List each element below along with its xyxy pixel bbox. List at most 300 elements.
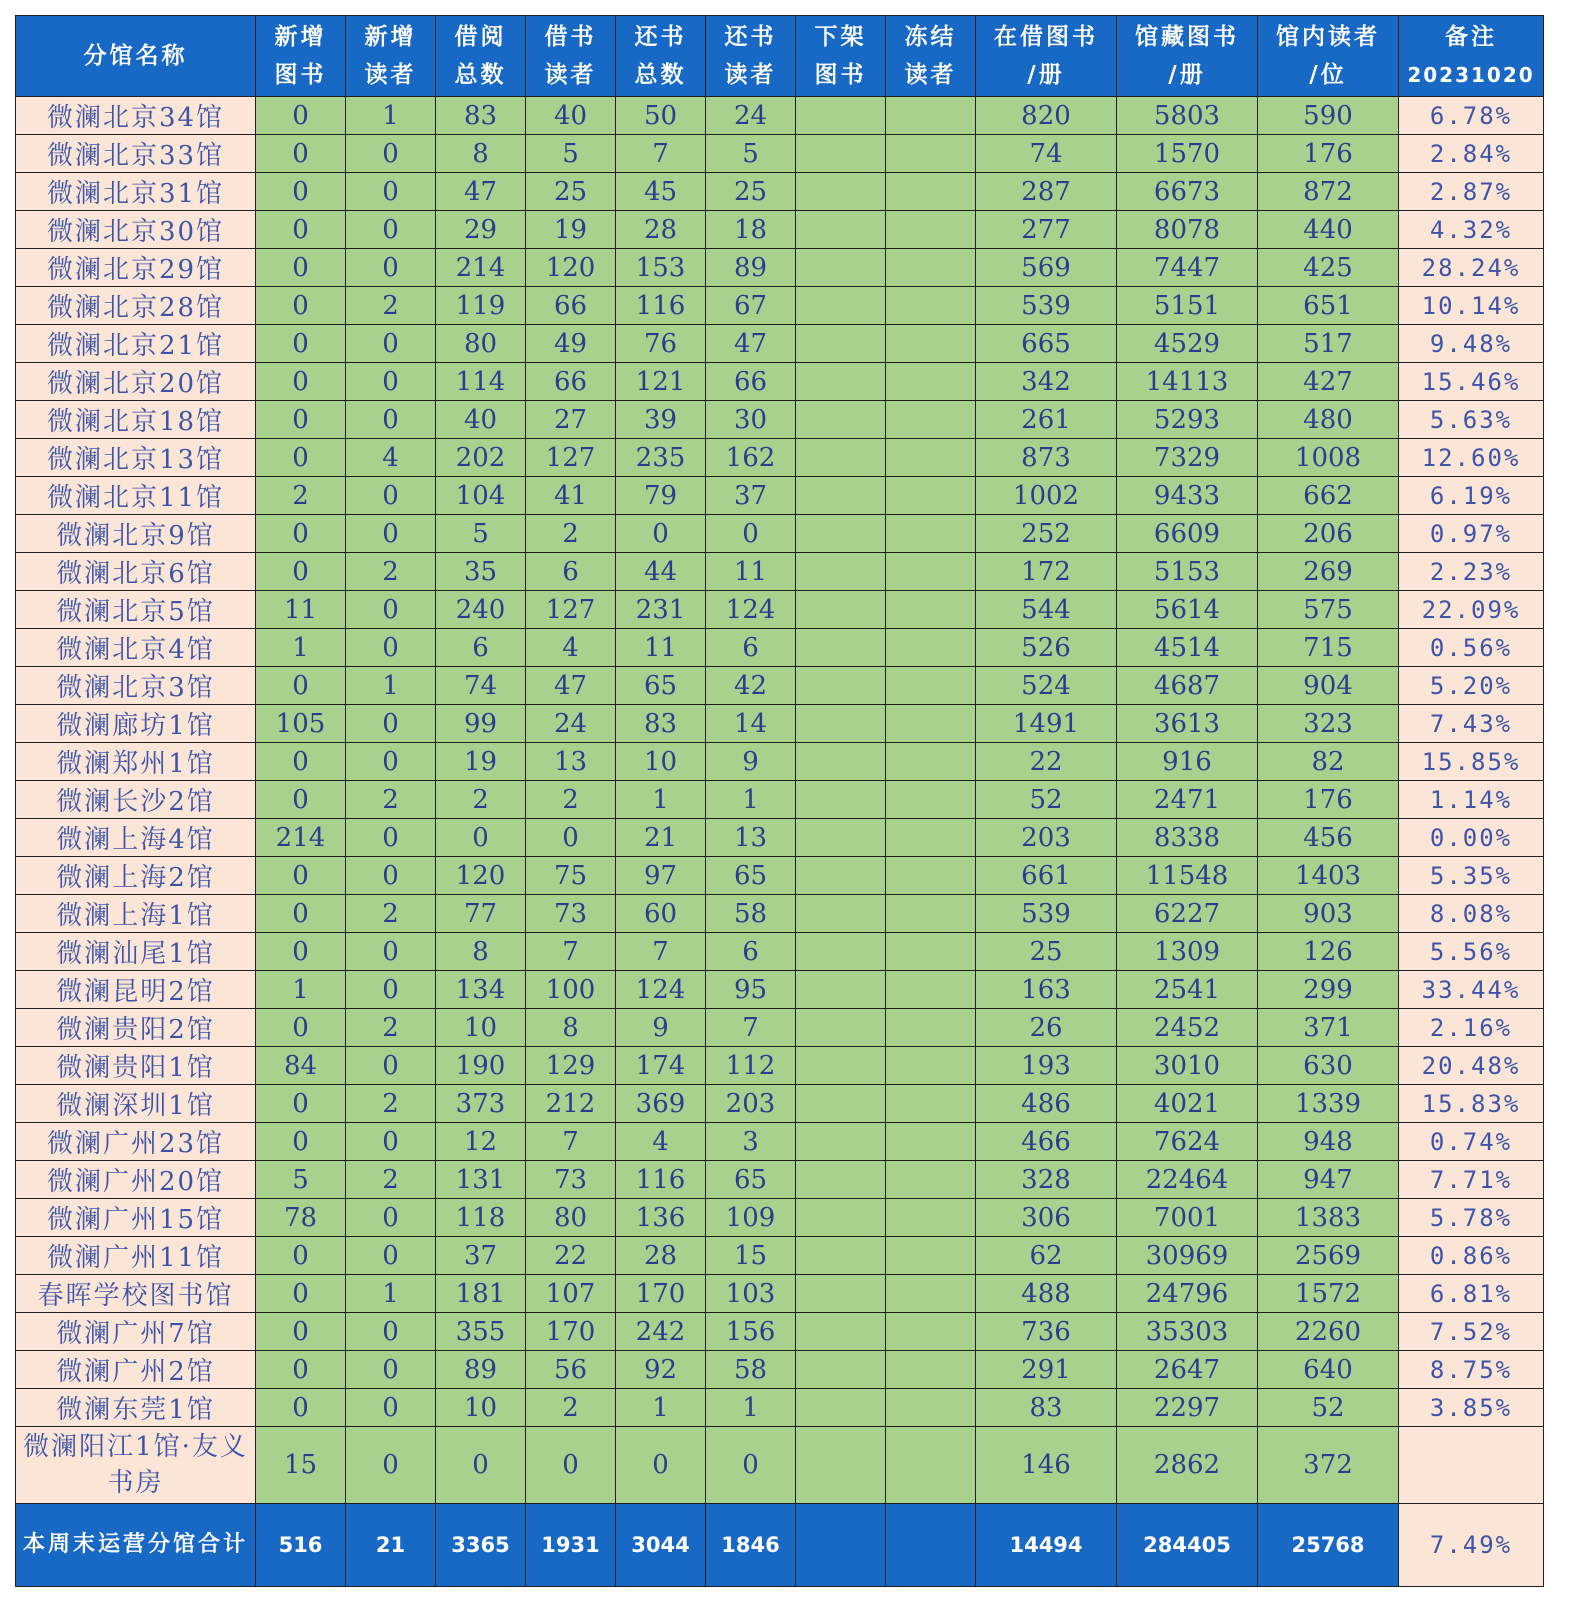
borrow-readers-cell: 4 <box>526 629 616 667</box>
note-cell: 15.46% <box>1399 363 1544 401</box>
collection-cell: 22464 <box>1117 1161 1258 1199</box>
borrow-total-cell: 0 <box>436 1427 526 1504</box>
note-cell: 2.84% <box>1399 135 1544 173</box>
column-header <box>436 16 526 97</box>
table-row <box>16 135 1544 173</box>
total-new-books: 516 <box>256 1504 346 1587</box>
readers-cell: 1383 <box>1258 1199 1399 1237</box>
frozen-readers-cell <box>886 1009 976 1047</box>
note-cell: 15.85% <box>1399 743 1544 781</box>
collection-cell: 14113 <box>1117 363 1258 401</box>
return-readers-cell: 25 <box>706 173 796 211</box>
removed-books-cell <box>796 857 886 895</box>
readers-cell: 630 <box>1258 1047 1399 1085</box>
borrow-total-cell: 12 <box>436 1123 526 1161</box>
collection-cell: 4021 <box>1117 1085 1258 1123</box>
new-readers-cell: 2 <box>346 1009 436 1047</box>
return-readers-cell: 6 <box>706 629 796 667</box>
borrow-total-cell: 19 <box>436 743 526 781</box>
return-readers-cell: 1 <box>706 1389 796 1427</box>
new-readers-cell: 2 <box>346 287 436 325</box>
borrow-readers-cell: 7 <box>526 1123 616 1161</box>
removed-books-cell <box>796 211 886 249</box>
frozen-readers-cell <box>886 819 976 857</box>
column-header-line2: /册 <box>1168 62 1206 88</box>
borrow-total-cell: 10 <box>436 1009 526 1047</box>
branch-name: 微澜北京3馆 <box>16 667 256 705</box>
note-cell: 33.44% <box>1399 971 1544 1009</box>
new-books-cell: 1 <box>256 629 346 667</box>
borrow-total-cell: 83 <box>436 97 526 135</box>
return-total-cell: 65 <box>616 667 706 705</box>
note-cell: 6.78% <box>1399 97 1544 135</box>
table-row <box>16 1199 1544 1237</box>
borrow-readers-cell: 66 <box>526 363 616 401</box>
note-cell: 5.20% <box>1399 667 1544 705</box>
on-loan-cell: 328 <box>976 1161 1117 1199</box>
on-loan-cell: 52 <box>976 781 1117 819</box>
note-cell: 12.60% <box>1399 439 1544 477</box>
collection-cell: 2647 <box>1117 1351 1258 1389</box>
readers-cell: 425 <box>1258 249 1399 287</box>
branch-name: 微澜北京6馆 <box>16 553 256 591</box>
readers-cell: 427 <box>1258 363 1399 401</box>
removed-books-cell <box>796 629 886 667</box>
borrow-total-cell: 373 <box>436 1085 526 1123</box>
frozen-readers-cell <box>886 553 976 591</box>
branch-name: 微澜北京18馆 <box>16 401 256 439</box>
readers-cell: 480 <box>1258 401 1399 439</box>
table-row <box>16 1313 1544 1351</box>
removed-books-cell <box>796 325 886 363</box>
table-row <box>16 1123 1544 1161</box>
return-total-cell: 174 <box>616 1047 706 1085</box>
readers-cell: 126 <box>1258 933 1399 971</box>
return-total-cell: 124 <box>616 971 706 1009</box>
new-readers-cell: 2 <box>346 1161 436 1199</box>
total-return-total: 3044 <box>616 1504 706 1587</box>
return-total-cell: 28 <box>616 211 706 249</box>
on-loan-cell: 873 <box>976 439 1117 477</box>
collection-cell: 3010 <box>1117 1047 1258 1085</box>
borrow-readers-cell: 41 <box>526 477 616 515</box>
return-readers-cell: 11 <box>706 553 796 591</box>
readers-cell: 662 <box>1258 477 1399 515</box>
borrow-total-cell: 47 <box>436 173 526 211</box>
borrow-total-cell: 120 <box>436 857 526 895</box>
header-row <box>16 16 1544 97</box>
on-loan-cell: 342 <box>976 363 1117 401</box>
readers-cell: 82 <box>1258 743 1399 781</box>
new-books-cell: 2 <box>256 477 346 515</box>
return-readers-cell: 47 <box>706 325 796 363</box>
new-readers-cell: 0 <box>346 1351 436 1389</box>
return-readers-cell: 156 <box>706 1313 796 1351</box>
collection-cell: 2452 <box>1117 1009 1258 1047</box>
branch-name: 微澜上海2馆 <box>16 857 256 895</box>
new-readers-cell: 0 <box>346 249 436 287</box>
readers-cell: 575 <box>1258 591 1399 629</box>
column-header-line2: 总数 <box>454 62 507 88</box>
borrow-readers-cell: 0 <box>526 1427 616 1504</box>
new-readers-cell: 2 <box>346 781 436 819</box>
borrow-total-cell: 8 <box>436 933 526 971</box>
branch-name: 微澜上海1馆 <box>16 895 256 933</box>
collection-cell: 30969 <box>1117 1237 1258 1275</box>
note-cell: 6.19% <box>1399 477 1544 515</box>
on-loan-cell: 306 <box>976 1199 1117 1237</box>
return-readers-cell: 112 <box>706 1047 796 1085</box>
new-readers-cell: 1 <box>346 667 436 705</box>
collection-cell: 7624 <box>1117 1123 1258 1161</box>
readers-cell: 456 <box>1258 819 1399 857</box>
frozen-readers-cell <box>886 857 976 895</box>
borrow-total-cell: 37 <box>436 1237 526 1275</box>
borrow-readers-cell: 24 <box>526 705 616 743</box>
return-readers-cell: 37 <box>706 477 796 515</box>
frozen-readers-cell <box>886 439 976 477</box>
new-readers-cell: 2 <box>346 895 436 933</box>
readers-cell: 323 <box>1258 705 1399 743</box>
column-header-line2: 读者 <box>724 62 777 88</box>
branch-name: 春晖学校图书馆 <box>16 1275 256 1313</box>
return-total-cell: 44 <box>616 553 706 591</box>
collection-cell: 8338 <box>1117 819 1258 857</box>
table-row <box>16 553 1544 591</box>
borrow-total-cell: 35 <box>436 553 526 591</box>
new-readers-cell: 0 <box>346 1237 436 1275</box>
frozen-readers-cell <box>886 933 976 971</box>
return-readers-cell: 14 <box>706 705 796 743</box>
branch-name: 微澜长沙2馆 <box>16 781 256 819</box>
new-readers-cell: 0 <box>346 173 436 211</box>
borrow-total-cell: 8 <box>436 135 526 173</box>
branch-name: 微澜昆明2馆 <box>16 971 256 1009</box>
return-total-cell: 79 <box>616 477 706 515</box>
return-readers-cell: 124 <box>706 591 796 629</box>
column-header-line1: 分馆名称 <box>83 43 188 69</box>
borrow-readers-cell: 13 <box>526 743 616 781</box>
return-total-cell: 50 <box>616 97 706 135</box>
column-header-line1: 还书 <box>724 24 777 50</box>
return-readers-cell: 58 <box>706 1351 796 1389</box>
table-row <box>16 1389 1544 1427</box>
branch-name: 微澜汕尾1馆 <box>16 933 256 971</box>
note-cell: 2.23% <box>1399 553 1544 591</box>
note-cell: 1.14% <box>1399 781 1544 819</box>
readers-cell: 517 <box>1258 325 1399 363</box>
collection-cell: 24796 <box>1117 1275 1258 1313</box>
note-cell: 7.52% <box>1399 1313 1544 1351</box>
removed-books-cell <box>796 705 886 743</box>
on-loan-cell: 526 <box>976 629 1117 667</box>
removed-books-cell <box>796 97 886 135</box>
table-row <box>16 287 1544 325</box>
new-books-cell: 0 <box>256 1351 346 1389</box>
new-readers-cell: 0 <box>346 363 436 401</box>
frozen-readers-cell <box>886 1427 976 1504</box>
new-readers-cell: 0 <box>346 325 436 363</box>
table-row <box>16 97 1544 135</box>
collection-cell: 35303 <box>1117 1313 1258 1351</box>
collection-cell: 6227 <box>1117 895 1258 933</box>
removed-books-cell <box>796 401 886 439</box>
borrow-total-cell: 40 <box>436 401 526 439</box>
branch-name: 微澜上海4馆 <box>16 819 256 857</box>
branch-name: 微澜北京31馆 <box>16 173 256 211</box>
return-total-cell: 1 <box>616 1389 706 1427</box>
return-total-cell: 45 <box>616 173 706 211</box>
return-readers-cell: 65 <box>706 857 796 895</box>
borrow-total-cell: 118 <box>436 1199 526 1237</box>
new-books-cell: 0 <box>256 439 346 477</box>
new-books-cell: 0 <box>256 743 346 781</box>
table-row <box>16 1237 1544 1275</box>
borrow-readers-cell: 2 <box>526 1389 616 1427</box>
return-readers-cell: 5 <box>706 135 796 173</box>
new-books-cell: 0 <box>256 857 346 895</box>
borrow-total-cell: 134 <box>436 971 526 1009</box>
table-row <box>16 363 1544 401</box>
note-cell: 0.86% <box>1399 1237 1544 1275</box>
return-readers-cell: 65 <box>706 1161 796 1199</box>
new-books-cell: 0 <box>256 1085 346 1123</box>
on-loan-cell: 736 <box>976 1313 1117 1351</box>
frozen-readers-cell <box>886 591 976 629</box>
column-header <box>256 16 346 97</box>
table-header <box>16 16 1544 97</box>
new-readers-cell: 2 <box>346 553 436 591</box>
collection-cell: 6673 <box>1117 173 1258 211</box>
collection-cell: 3613 <box>1117 705 1258 743</box>
branch-name: 微澜贵阳2馆 <box>16 1009 256 1047</box>
column-header-line1: 新增 <box>364 24 417 50</box>
branch-name: 微澜廊坊1馆 <box>16 705 256 743</box>
return-readers-cell: 13 <box>706 819 796 857</box>
branch-name: 微澜广州15馆 <box>16 1199 256 1237</box>
frozen-readers-cell <box>886 211 976 249</box>
readers-cell: 903 <box>1258 895 1399 933</box>
removed-books-cell <box>796 477 886 515</box>
frozen-readers-cell <box>886 1085 976 1123</box>
removed-books-cell <box>796 1047 886 1085</box>
branch-name: 微澜深圳1馆 <box>16 1085 256 1123</box>
branch-statistics-table <box>15 15 1544 1587</box>
on-loan-cell: 83 <box>976 1389 1117 1427</box>
total-new-readers: 21 <box>346 1504 436 1587</box>
table-row <box>16 819 1544 857</box>
return-total-cell: 7 <box>616 933 706 971</box>
borrow-readers-cell: 49 <box>526 325 616 363</box>
note-cell: 2.87% <box>1399 173 1544 211</box>
on-loan-cell: 539 <box>976 895 1117 933</box>
borrow-readers-cell: 0 <box>526 819 616 857</box>
return-readers-cell: 203 <box>706 1085 796 1123</box>
return-readers-cell: 6 <box>706 933 796 971</box>
note-cell: 5.35% <box>1399 857 1544 895</box>
new-books-cell: 84 <box>256 1047 346 1085</box>
collection-cell: 1570 <box>1117 135 1258 173</box>
return-readers-cell: 24 <box>706 97 796 135</box>
branch-name: 微澜广州11馆 <box>16 1237 256 1275</box>
branch-name: 微澜北京21馆 <box>16 325 256 363</box>
borrow-total-cell: 114 <box>436 363 526 401</box>
borrow-total-cell: 29 <box>436 211 526 249</box>
new-readers-cell: 0 <box>346 515 436 553</box>
column-header <box>526 16 616 97</box>
note-cell: 9.48% <box>1399 325 1544 363</box>
readers-cell: 371 <box>1258 1009 1399 1047</box>
borrow-readers-cell: 56 <box>526 1351 616 1389</box>
column-header-line2: 读者 <box>904 62 957 88</box>
readers-cell: 651 <box>1258 287 1399 325</box>
new-readers-cell: 0 <box>346 211 436 249</box>
borrow-readers-cell: 19 <box>526 211 616 249</box>
column-header-line2: 20231020 <box>1407 63 1535 87</box>
removed-books-cell <box>796 1275 886 1313</box>
return-readers-cell: 42 <box>706 667 796 705</box>
branch-name: 微澜广州23馆 <box>16 1123 256 1161</box>
removed-books-cell <box>796 1389 886 1427</box>
on-loan-cell: 539 <box>976 287 1117 325</box>
return-total-cell: 76 <box>616 325 706 363</box>
note-cell: 8.08% <box>1399 895 1544 933</box>
table-row <box>16 705 1544 743</box>
branch-name: 微澜北京34馆 <box>16 97 256 135</box>
branch-name: 微澜阳江1馆·友义书房 <box>16 1427 256 1504</box>
note-cell: 6.81% <box>1399 1275 1544 1313</box>
frozen-readers-cell <box>886 971 976 1009</box>
removed-books-cell <box>796 135 886 173</box>
column-header-line2: 读者 <box>364 62 417 88</box>
readers-cell: 440 <box>1258 211 1399 249</box>
column-header-line1: 借书 <box>544 24 597 50</box>
new-readers-cell: 0 <box>346 933 436 971</box>
readers-cell: 872 <box>1258 173 1399 211</box>
readers-cell: 299 <box>1258 971 1399 1009</box>
collection-cell: 916 <box>1117 743 1258 781</box>
return-total-cell: 60 <box>616 895 706 933</box>
new-readers-cell: 0 <box>346 1123 436 1161</box>
table-row <box>16 401 1544 439</box>
column-header <box>976 16 1117 97</box>
collection-cell: 2541 <box>1117 971 1258 1009</box>
collection-cell: 5293 <box>1117 401 1258 439</box>
new-books-cell: 1 <box>256 971 346 1009</box>
new-books-cell: 5 <box>256 1161 346 1199</box>
table-row <box>16 1085 1544 1123</box>
new-readers-cell: 4 <box>346 439 436 477</box>
on-loan-cell: 488 <box>976 1275 1117 1313</box>
new-books-cell: 15 <box>256 1427 346 1504</box>
new-books-cell: 0 <box>256 781 346 819</box>
collection-cell: 9433 <box>1117 477 1258 515</box>
table-row <box>16 325 1544 363</box>
readers-cell: 269 <box>1258 553 1399 591</box>
column-header-line2: 图书 <box>274 62 327 88</box>
return-total-cell: 170 <box>616 1275 706 1313</box>
on-loan-cell: 291 <box>976 1351 1117 1389</box>
frozen-readers-cell <box>886 97 976 135</box>
note-cell: 5.78% <box>1399 1199 1544 1237</box>
new-readers-cell: 0 <box>346 705 436 743</box>
column-header-line1: 馆藏图书 <box>1135 24 1239 50</box>
removed-books-cell <box>796 895 886 933</box>
borrow-total-cell: 6 <box>436 629 526 667</box>
removed-books-cell <box>796 1123 886 1161</box>
frozen-readers-cell <box>886 1199 976 1237</box>
note-cell: 2.16% <box>1399 1009 1544 1047</box>
column-header-line2: /册 <box>1027 62 1065 88</box>
removed-books-cell <box>796 1009 886 1047</box>
new-readers-cell: 0 <box>346 591 436 629</box>
frozen-readers-cell <box>886 1313 976 1351</box>
column-header <box>16 16 256 97</box>
frozen-readers-cell <box>886 1161 976 1199</box>
on-loan-cell: 22 <box>976 743 1117 781</box>
collection-cell: 4514 <box>1117 629 1258 667</box>
branch-name: 微澜贵阳1馆 <box>16 1047 256 1085</box>
collection-cell: 4687 <box>1117 667 1258 705</box>
on-loan-cell: 544 <box>976 591 1117 629</box>
frozen-readers-cell <box>886 401 976 439</box>
borrow-readers-cell: 47 <box>526 667 616 705</box>
readers-cell: 640 <box>1258 1351 1399 1389</box>
table-row <box>16 439 1544 477</box>
new-books-cell: 0 <box>256 135 346 173</box>
removed-books-cell <box>796 743 886 781</box>
borrow-readers-cell: 170 <box>526 1313 616 1351</box>
note-cell: 10.14% <box>1399 287 1544 325</box>
borrow-total-cell: 77 <box>436 895 526 933</box>
column-header-line1: 冻结 <box>904 24 957 50</box>
removed-books-cell <box>796 439 886 477</box>
borrow-total-cell: 131 <box>436 1161 526 1199</box>
new-books-cell: 0 <box>256 325 346 363</box>
new-books-cell: 0 <box>256 933 346 971</box>
on-loan-cell: 203 <box>976 819 1117 857</box>
readers-cell: 2569 <box>1258 1237 1399 1275</box>
new-readers-cell: 0 <box>346 743 436 781</box>
on-loan-cell: 820 <box>976 97 1117 135</box>
return-readers-cell: 67 <box>706 287 796 325</box>
removed-books-cell <box>796 667 886 705</box>
note-cell <box>1399 1427 1544 1504</box>
borrow-readers-cell: 127 <box>526 591 616 629</box>
new-books-cell: 0 <box>256 1123 346 1161</box>
table-row <box>16 515 1544 553</box>
new-books-cell: 11 <box>256 591 346 629</box>
new-books-cell: 0 <box>256 97 346 135</box>
column-header-line1: 下架 <box>814 24 867 50</box>
readers-cell: 176 <box>1258 781 1399 819</box>
readers-cell: 52 <box>1258 1389 1399 1427</box>
return-readers-cell: 0 <box>706 515 796 553</box>
on-loan-cell: 146 <box>976 1427 1117 1504</box>
return-total-cell: 231 <box>616 591 706 629</box>
column-header-line1: 在借图书 <box>994 24 1098 50</box>
removed-books-cell <box>796 1199 886 1237</box>
collection-cell: 5153 <box>1117 553 1258 591</box>
column-header <box>346 16 436 97</box>
collection-cell: 2297 <box>1117 1389 1258 1427</box>
total-label: 本周末运营分馆合计 <box>16 1504 256 1587</box>
on-loan-cell: 524 <box>976 667 1117 705</box>
on-loan-cell: 172 <box>976 553 1117 591</box>
return-total-cell: 0 <box>616 1427 706 1504</box>
new-readers-cell: 0 <box>346 1313 436 1351</box>
note-cell: 0.56% <box>1399 629 1544 667</box>
